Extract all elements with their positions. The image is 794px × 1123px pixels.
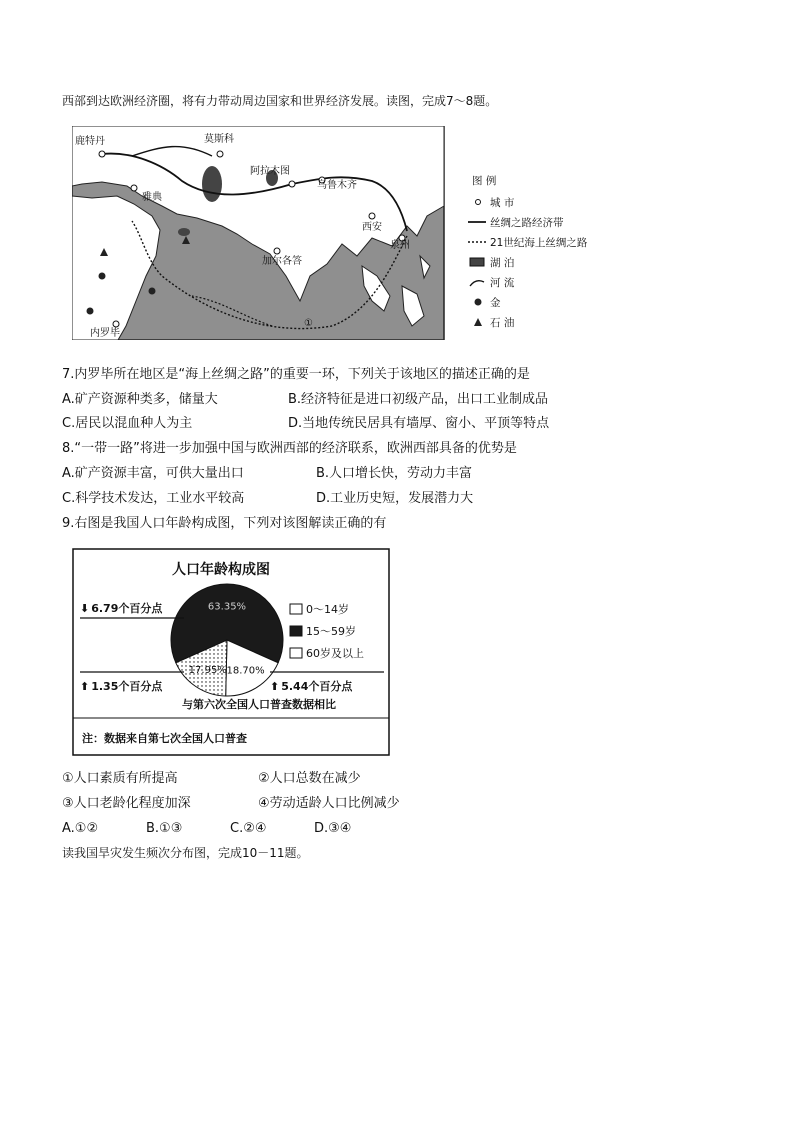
city-marker xyxy=(369,213,375,219)
city-marker xyxy=(99,151,105,157)
place-label: 莫斯科 xyxy=(204,134,234,145)
city-marker xyxy=(217,151,223,157)
q7-option-c[interactable]: C.居民以混血种人为主 xyxy=(62,416,193,431)
q8-option-b[interactable]: B.人口增长快，劳动力丰富 xyxy=(316,466,473,481)
chart-title: 人口年龄构成图 xyxy=(172,562,270,578)
population-age-chart xyxy=(72,548,390,756)
q7-stem: 7.内罗毕所在地区是“海上丝绸之路”的重要一环，下列关于该地区的描述正确的是 xyxy=(62,367,530,382)
city-marker xyxy=(131,185,137,191)
place-label: ① xyxy=(304,318,313,329)
place-label: 雅典 xyxy=(142,192,162,203)
intro-text: 西部到达欧洲经济圈，将有力带动周边国家和世界经济发展。读图，完成7～8题。 xyxy=(62,94,498,108)
q8-stem: 8.“一带一路”将进一步加强中国与欧洲西部的经济联系，欧洲西部具备的优势是 xyxy=(62,441,517,456)
q9-option-c[interactable]: C.②④ xyxy=(230,821,267,836)
map-legend xyxy=(468,174,588,329)
pie-label-15-59: 63.35% xyxy=(207,601,247,613)
down-arrow-icon: ⬇ xyxy=(80,602,90,615)
place-label: 乌鲁木齐 xyxy=(317,180,357,191)
q9-option-b[interactable]: B.①③ xyxy=(146,821,183,836)
q9-statement-4: ④劳动适龄人口比例减少 xyxy=(258,796,400,811)
legend-swatch xyxy=(290,648,302,658)
legend-item: 丝绸之路经济带 xyxy=(490,217,564,229)
gold-symbol xyxy=(87,308,94,315)
legend-river-icon xyxy=(470,281,484,286)
silk-road-map xyxy=(72,126,610,340)
legend-oil-icon xyxy=(474,318,482,326)
gold-symbol xyxy=(149,288,156,295)
place-label: 内罗毕 xyxy=(90,328,120,339)
lake xyxy=(202,166,222,202)
legend-item: 城 市 xyxy=(490,197,515,209)
q8-option-d[interactable]: D.工业历史短，发展潜力大 xyxy=(316,491,474,506)
change-label-0-14: ⬇ 6.79个百分点 xyxy=(80,602,163,615)
legend-label: 60岁及以上 xyxy=(306,647,364,660)
q9-option-a[interactable]: A.①② xyxy=(62,821,99,836)
change-label-15-59: ⬆ 1.35个百分点 xyxy=(80,680,163,693)
legend-label: 15～59岁 xyxy=(306,625,356,638)
place-label: 泉州 xyxy=(390,240,410,251)
city-marker xyxy=(289,181,295,187)
q7-option-a[interactable]: A.矿产资源种类多，储量大 xyxy=(62,392,218,407)
change-label-60-plus: ⬆ 5.44个百分点 xyxy=(270,680,353,693)
up-arrow-icon: ⬆ xyxy=(270,680,280,693)
q9-statement-1: ①人口素质有所提高 xyxy=(62,771,178,786)
legend-swatch xyxy=(290,604,302,614)
q10-11-intro: 读我国旱灾发生频次分布图，完成10－11题。 xyxy=(62,846,309,860)
legend-gold-icon xyxy=(475,299,482,306)
pie-label-0-14: 17.95% xyxy=(188,664,227,676)
source-note: 注：数据来自第七次全国人口普查 xyxy=(82,732,247,745)
q7-option-b[interactable]: B.经济特征是进口初级产品，出口工业制成品 xyxy=(288,392,549,407)
q8-option-a[interactable]: A.矿产资源丰富，可供大量出口 xyxy=(62,466,244,481)
place-label: 鹿特丹 xyxy=(75,136,105,147)
legend-item: 金 xyxy=(490,297,501,309)
lake xyxy=(178,228,190,236)
q7-option-d[interactable]: D.当地传统民居具有墙厚、窗小、平顶等特点 xyxy=(288,416,550,431)
q9-statement-2: ②人口总数在减少 xyxy=(258,771,361,786)
place-label: 阿拉木图 xyxy=(250,166,290,177)
legend-item: 石 油 xyxy=(490,317,515,329)
comparison-note: 与第六次全国人口普查数据相比 xyxy=(182,698,336,711)
legend-title: 图 例 xyxy=(472,175,497,187)
legend-lake-icon xyxy=(470,258,484,266)
city-marker xyxy=(113,321,119,327)
place-label: 加尔各答 xyxy=(262,256,302,267)
legend-label: 0～14岁 xyxy=(306,603,349,616)
place-label: 西安 xyxy=(362,222,382,233)
q9-stem: 9.右图是我国人口年龄构成图，下列对该图解读正确的有 xyxy=(62,516,387,531)
gold-symbol xyxy=(99,273,106,280)
pie-label-60-plus: 18.70% xyxy=(226,665,265,677)
legend-item: 湖 泊 xyxy=(490,257,515,269)
q8-option-c[interactable]: C.科学技术发达，工业水平较高 xyxy=(62,491,245,506)
legend-city-icon xyxy=(476,200,481,205)
city-marker xyxy=(274,248,280,254)
legend-item: 21世纪海上丝绸之路 xyxy=(490,237,588,249)
legend-item: 河 流 xyxy=(490,277,515,289)
q9-option-d[interactable]: D.③④ xyxy=(314,821,352,836)
q9-statement-3: ③人口老龄化程度加深 xyxy=(62,796,191,811)
up-arrow-icon: ⬆ xyxy=(80,680,90,693)
legend-swatch xyxy=(290,626,302,636)
